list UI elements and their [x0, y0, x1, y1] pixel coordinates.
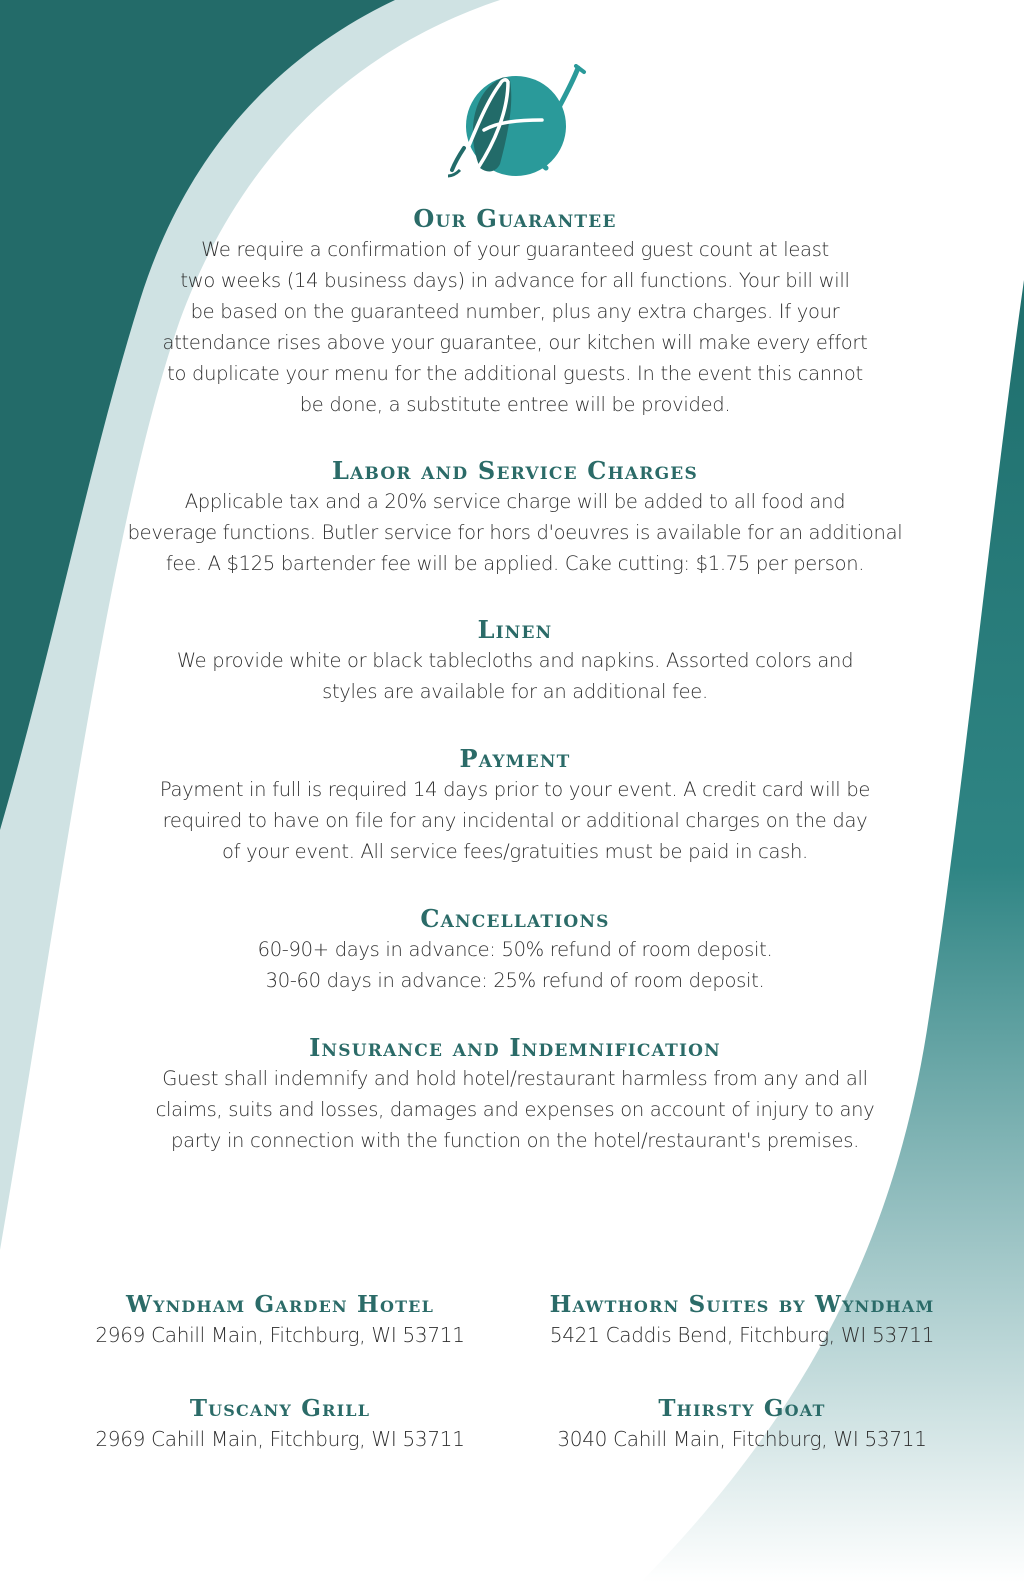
body-line: party in connection with the function on the hotel/restaurant's premises. [171, 1129, 859, 1152]
body-line: be based on the guaranteed number, plus any extra charges. If your [190, 300, 840, 323]
body-line: 60-90+ days in advance: 50% refund of room deposit. [257, 938, 773, 961]
section-our-guarantee [120, 204, 910, 420]
venue-hawthorn-suites [522, 1290, 962, 1351]
section-payment [120, 744, 910, 867]
section-body [120, 1063, 910, 1156]
body-line: styles are available for an additional fee. [322, 680, 708, 703]
venue-wyndham-garden-hotel [60, 1290, 500, 1351]
body-line: of your event. All service fees/gratuities must be paid in cash. [222, 840, 808, 863]
body-line: beverage functions. Butler service for hors d'oeuvres is available for an additional [127, 521, 903, 544]
venue-address: 5421 Caddis Bend, Fitchburg, WI 53711 [549, 1323, 935, 1347]
body-line: Guest shall indemnify and hold hotel/restaurant harmless from any and all [162, 1067, 868, 1090]
body-line: required to have on file for any incidental or additional charges on the day [162, 809, 868, 832]
section-body [120, 645, 910, 707]
body-line: claims, suits and losses, damages and expenses on account of injury to any [155, 1098, 875, 1121]
venue-tuscany-grill [60, 1394, 500, 1455]
body-line: to duplicate your menu for the additional guests. In the event this cannot [167, 362, 863, 385]
h-monogram-logo-icon [438, 64, 588, 184]
section-body [120, 234, 910, 420]
section-title: Labor and Service Charges [332, 456, 698, 485]
body-line: 30-60 days in advance: 25% refund of room deposit. [265, 969, 765, 992]
body-line: two weeks (14 business days) in advance for all functions. Your bill will [180, 269, 850, 292]
venue-thirsty-goat [522, 1394, 962, 1455]
body-line: attendance rises above your guarantee, our kitchen will make every effort [162, 331, 868, 354]
section-linen [120, 615, 910, 707]
venue-name: Tuscany Grill [189, 1395, 371, 1422]
section-body [120, 774, 910, 867]
section-body [120, 486, 910, 579]
venue-address: 2969 Cahill Main, Fitchburg, WI 53711 [95, 1323, 465, 1347]
body-line: fee. A $125 bartender fee will be applied. Cake cutting: $1.75 per person. [165, 552, 865, 575]
section-cancellations [120, 904, 910, 996]
section-title: Our Guarantee [413, 204, 617, 233]
section-body [120, 934, 910, 996]
body-line: be done, a substitute entree will be provided. [299, 393, 731, 416]
section-title: Payment [459, 744, 571, 773]
body-line: We provide white or black tablecloths and napkins. Assorted colors and [176, 649, 854, 672]
body-line: Payment in full is required 14 days prior to your event. A credit card will be [159, 778, 871, 801]
venue-name: Thirsty Goat [658, 1395, 826, 1422]
section-labor-and-service-charges [120, 456, 910, 579]
section-title: Insurance and Indemnification [309, 1033, 721, 1062]
section-insurance-and-indemnification [120, 1033, 910, 1156]
venue-address: 3040 Cahill Main, Fitchburg, WI 53711 [557, 1427, 927, 1451]
section-title: Cancellations [420, 904, 610, 933]
section-title: Linen [477, 615, 553, 644]
venue-name: Wyndham Garden Hotel [125, 1291, 435, 1318]
venue-name: Hawthorn Suites by Wyndham [549, 1291, 935, 1318]
body-line: We require a confirmation of your guaranteed guest count at least [201, 238, 829, 261]
body-line: Applicable tax and a 20% service charge will be added to all food and [184, 490, 846, 513]
venue-address: 2969 Cahill Main, Fitchburg, WI 53711 [95, 1427, 465, 1451]
